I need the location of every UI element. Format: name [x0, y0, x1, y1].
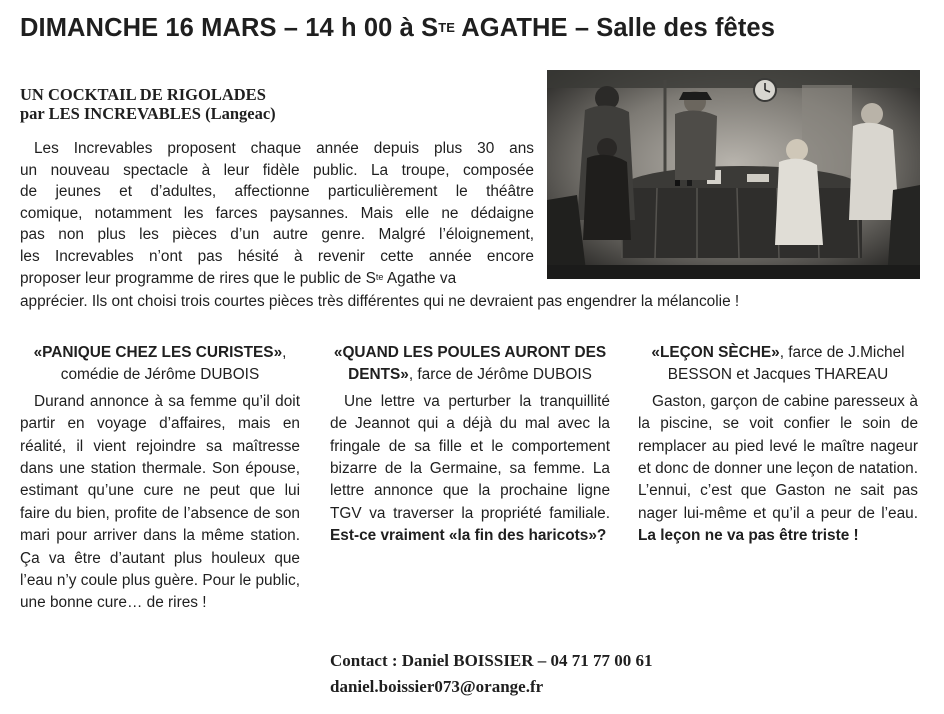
intro-line: apprécier. Ils ont choisi trois courtes pièces très différentes qui ne devraient pas engendrer la mélancolie ! — [20, 293, 740, 311]
intro-line: comique, notamment les farces paysannes. Mais elle ne dédaigne — [20, 204, 534, 222]
intro-line: proposer leur programme de rires que le public de $S^{te}$ Agathe va — [20, 269, 457, 287]
play-summary: Gaston, garçon de cabine paresseux à la piscine, se voit confier le soin de remplacer au pied levé le maître nageur et donc de donner une leçon de natation. L’ennui, c’est que Gaston ne sait pas nager lui-même et qu’il a peur de l’eau. La leçon ne va pas être triste ! — [638, 392, 918, 545]
play-column-3 — [638, 342, 918, 548]
intro-paragraph — [20, 138, 928, 313]
play-genre-author: , farce de J.Michel BESSON et Jacques THAREAU — [667, 344, 905, 384]
contact-name-phone: Contact : Daniel BOISSIER – 04 71 77 00 61 — [330, 651, 653, 670]
play-summary: Durand annonce à sa femme qu’il doit partir en voyage d’affaires, mais en réalité, il vient rejoindre sa maîtresse dans une station thermale. Son épouse, estimant qu’une cure ne peut que lui faire du bien, profite de l’absence de son mari pour arriver dans la même station. Ça va être d’autant plus houleux que l’eau n’y coule plus guère. Pour le public, une bonne cure… de rires ! — [20, 392, 300, 612]
play-summary: Une lettre va perturber la tranquillité de Jeannot qui a déjà du mal avec la fringale de sa fille et le comportement bizarre de la Germaine, sa femme. La lettre annonce que la prochaine ligne TGV va traverser la propriété familiale. Est-ce vraiment «la fin des haricots»? — [330, 392, 610, 545]
play-heading — [20, 342, 300, 387]
play-column-1 — [20, 342, 300, 615]
intro-line: Les Increvables proposent chaque année depuis plus 30 ans — [34, 140, 534, 157]
intro-title-line-1: UN COCKTAIL DE RIGOLADES — [20, 85, 266, 104]
contact-block — [330, 648, 930, 700]
play-heading — [638, 342, 918, 387]
intro-line: de jeunes et d’adultes, affectionne particulièrement le théâtre — [20, 183, 534, 201]
page-headline: DIMANCHE 16 MARS – 14 h 00 à $S^{TE}$ AGATHE – Salle des fêtes — [20, 14, 775, 42]
intro-title-line-2: par LES INCREVABLES (Langeac) — [20, 104, 276, 123]
play-column-2 — [330, 342, 610, 548]
play-title: «PANIQUE CHEZ LES CURISTES» — [33, 344, 283, 361]
intro-line: pas non plus les pièces d’un autre genre. Malgré l’éloignement, — [20, 226, 534, 244]
intro-line: les Increvables n’ont pas hésité à revenir cette année encore — [20, 247, 534, 265]
play-genre-author: , comédie de Jérôme DUBOIS — [60, 344, 287, 384]
intro-line: un nouveau spectacle à leur fidèle public. La troupe, composée — [20, 161, 534, 179]
play-heading — [330, 342, 610, 387]
play-title: «LEÇON SÈCHE» — [651, 344, 780, 361]
play-title: «QUAND LES POULES AURONT DES DENTS» — [333, 344, 607, 384]
contact-email[interactable]: daniel.boissier073@orange.fr — [330, 677, 544, 696]
play-genre-author: , farce de Jérôme DUBOIS — [408, 366, 592, 384]
intro-title — [20, 85, 340, 123]
